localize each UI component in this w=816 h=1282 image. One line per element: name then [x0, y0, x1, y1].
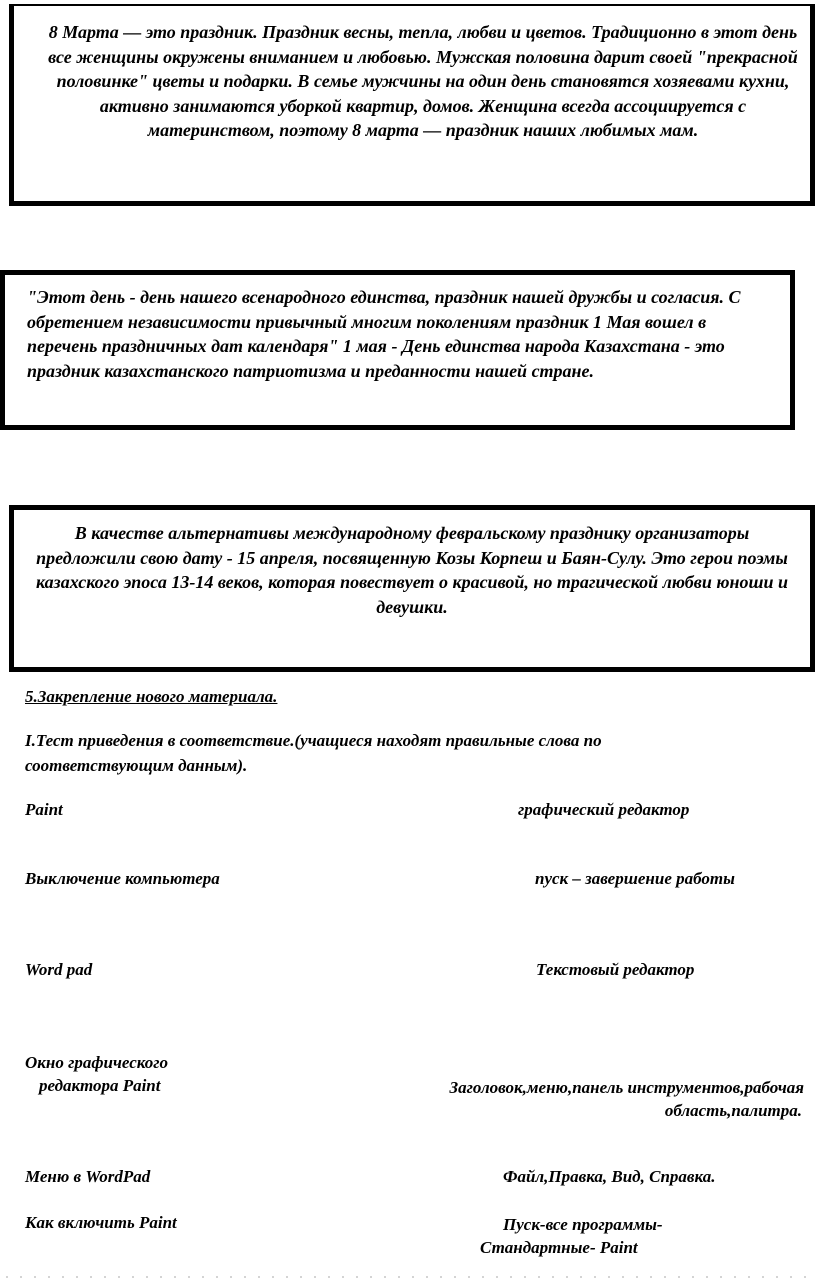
- answer-window-parts-line-1: Заголовок,меню,панель инструментов,рабочая: [449, 1078, 804, 1097]
- page-bottom-divider: [0, 1276, 816, 1278]
- march-8-paragraph: 8 Марта — это праздник. Праздник весны, тепла, любви и цветов. Традиционно в этот день все женщины окружены вниманием и любовью. Мужская половина дарит своей "прекрасной половинке" цветы и подарки. В семье мужчины на один день становятся хозяевами кухни, активно занимаются уборкой квартир, домов. Женщина всегда ассоциируется с материнством, поэтому 8 марта — праздник наших любимых мам.: [48, 22, 798, 140]
- answer-launch-path-line-1: Пуск-все программы-: [503, 1215, 663, 1234]
- answer-text-editor: Текстовый редактор: [536, 960, 695, 979]
- answer-launch-path-line-2: Стандартные- Paint: [480, 1238, 638, 1257]
- text-box-may-1: [0, 270, 795, 430]
- term-paint-window-line-2: редактора Paint: [39, 1076, 161, 1095]
- section-heading: 5.Закрепление нового материала.: [25, 687, 278, 706]
- task-instruction-line-2: соответствующим данным).: [25, 756, 248, 775]
- task-instruction-line-1: I.Тест приведения в соответствие.(учащиеся находят правильные слова по: [25, 731, 602, 750]
- term-paint: Paint: [25, 800, 63, 819]
- april-15-paragraph: В качестве альтернативы международному февральскому празднику организаторы предложили свою дату - 15 апреля, посвященную Козы Корпеш и Баян-Сулу. Это герои поэмы казахского эпоса 13-14 веков, которая повествует о красивой, но трагической любви юноши и девушки.: [36, 523, 788, 617]
- answer-start-shutdown: пуск – завершение работы: [535, 869, 735, 888]
- term-paint-window-line-1: Окно графического: [25, 1053, 169, 1072]
- answer-menu-items: Файл,Правка, Вид, Справка.: [503, 1167, 716, 1186]
- term-wordpad: Word pad: [25, 960, 93, 979]
- answer-window-parts-line-2: область,палитра.: [664, 1101, 802, 1120]
- term-shutdown: Выключение компьютера: [25, 869, 220, 888]
- text-box-april-15: [9, 505, 815, 672]
- text-box-march-8: [9, 4, 815, 206]
- answer-graphic-editor: графический редактор: [518, 800, 690, 819]
- may-1-paragraph: "Этот день - день нашего всенародного единства, праздник нашей дружбы и согласия. С обретением независимости привычный многим поколениям праздник 1 Мая вошел в перечень праздничных дат календаря" 1 мая - День единства народа Казахстана - это праздник казахстанского патриотизма и преданности нашей стране.: [27, 287, 741, 381]
- term-launch-paint: Как включить Paint: [25, 1213, 177, 1232]
- term-wordpad-menu: Меню в WordPad: [25, 1167, 151, 1186]
